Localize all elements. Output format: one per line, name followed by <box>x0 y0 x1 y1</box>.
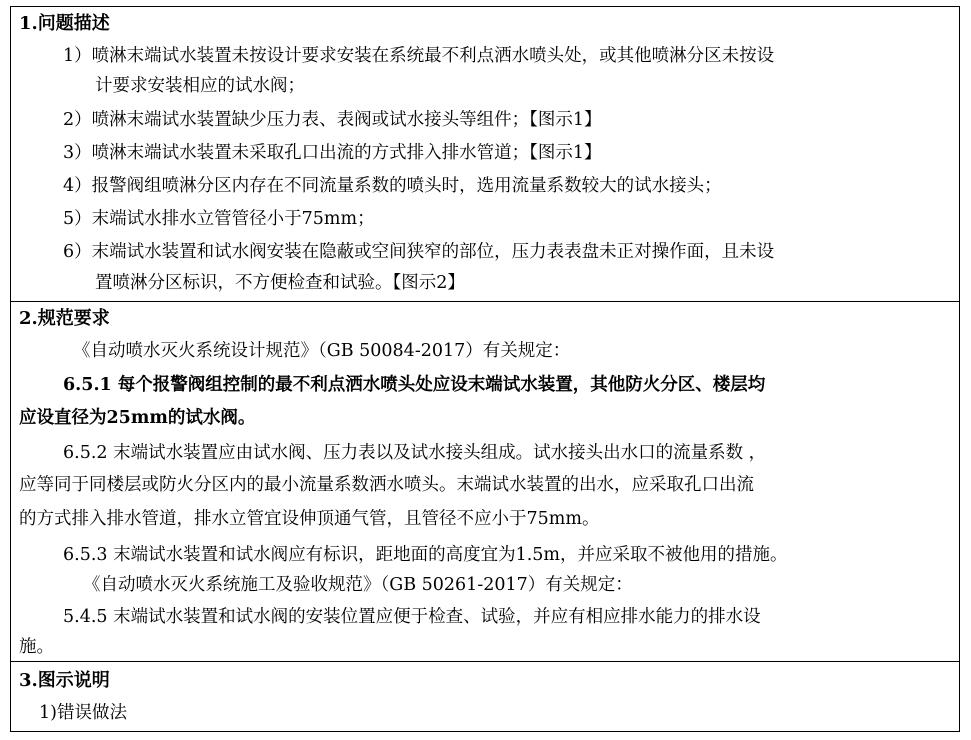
document-table <box>10 6 960 732</box>
problem-item-3: 3）喷淋末端试水装置未采取孔口出流的方式排入排水管道；【图示1】 <box>63 143 602 163</box>
standard-title-gb50084: 《自动喷水灭火系统设计规范》（GB 50084-2017）有关规定： <box>73 341 571 361</box>
problem-item-2: 2）喷淋末端试水装置缺少压力表、表阀或试水接头等组件；【图示1】 <box>63 110 602 130</box>
illustration-item-1: 1)错误做法 <box>39 703 127 723</box>
section-heading: 3.图示说明 <box>19 670 110 691</box>
clause-6-5-2-continued-2: 的方式排入排水管道，排水立管宜设伸顶通气管，且管径不应小于75mm。 <box>19 509 600 529</box>
clause-6-5-2: 6.5.2 末端试水装置应由试水阀、压力表以及试水接头组成。试水接头出水口的流量系数 ， <box>63 443 767 463</box>
section-heading: 2.规范要求 <box>19 308 110 329</box>
section-heading: 1.问题描述 <box>19 13 110 34</box>
clause-6-5-1: 6.5.1 每个报警阀组控制的最不利点洒水喷头处应设末端试水装置，其他防火分区、楼层均 <box>63 375 766 395</box>
clause-6-5-3: 6.5.3 末端试水装置和试水阀应有标识，距地面的高度宜为1.5m，并应采取不被他用的措施。 <box>63 545 788 565</box>
section-illustration-notes <box>11 661 959 733</box>
section-code-requirements <box>11 301 959 661</box>
clause-5-4-5: 5.4.5 末端试水装置和试水阀的安装位置应便于检查、试验，并应有相应排水能力的排水设 <box>63 607 761 627</box>
clause-6-5-1-continued: 应设直径为25mm的试水阀。 <box>19 408 256 428</box>
clause-6-5-2-continued-1: 应等同于同楼层或防火分区内的最小流量系数洒水喷头。末端试水装置的出水，应采取孔口出流 <box>19 475 754 495</box>
section-problem-description <box>11 7 959 301</box>
problem-item-6: 6）末端试水装置和试水阀安装在隐蔽或空间狭窄的部位，压力表表盘未正对操作面，且未设 <box>63 242 775 262</box>
problem-item-1-continued: 计要求安装相应的试水阀； <box>95 76 305 96</box>
standard-title-gb50261: 《自动喷水灭火系统施工及验收规范》（GB 50261-2017）有关规定： <box>83 575 633 595</box>
problem-item-1: 1）喷淋末端试水装置未按设计要求安装在系统最不利点洒水喷头处，或其他喷淋分区未按设 <box>63 46 775 66</box>
problem-item-6-continued: 置喷淋分区标识，不方便检查和试验。【图示2】 <box>95 273 465 293</box>
problem-item-4: 4）报警阀组喷淋分区内存在不同流量系数的喷头时，选用流量系数较大的试水接头； <box>63 176 722 196</box>
clause-5-4-5-continued: 施。 <box>19 637 54 657</box>
problem-item-5: 5）末端试水排水立管管径小于75mm； <box>63 209 375 229</box>
